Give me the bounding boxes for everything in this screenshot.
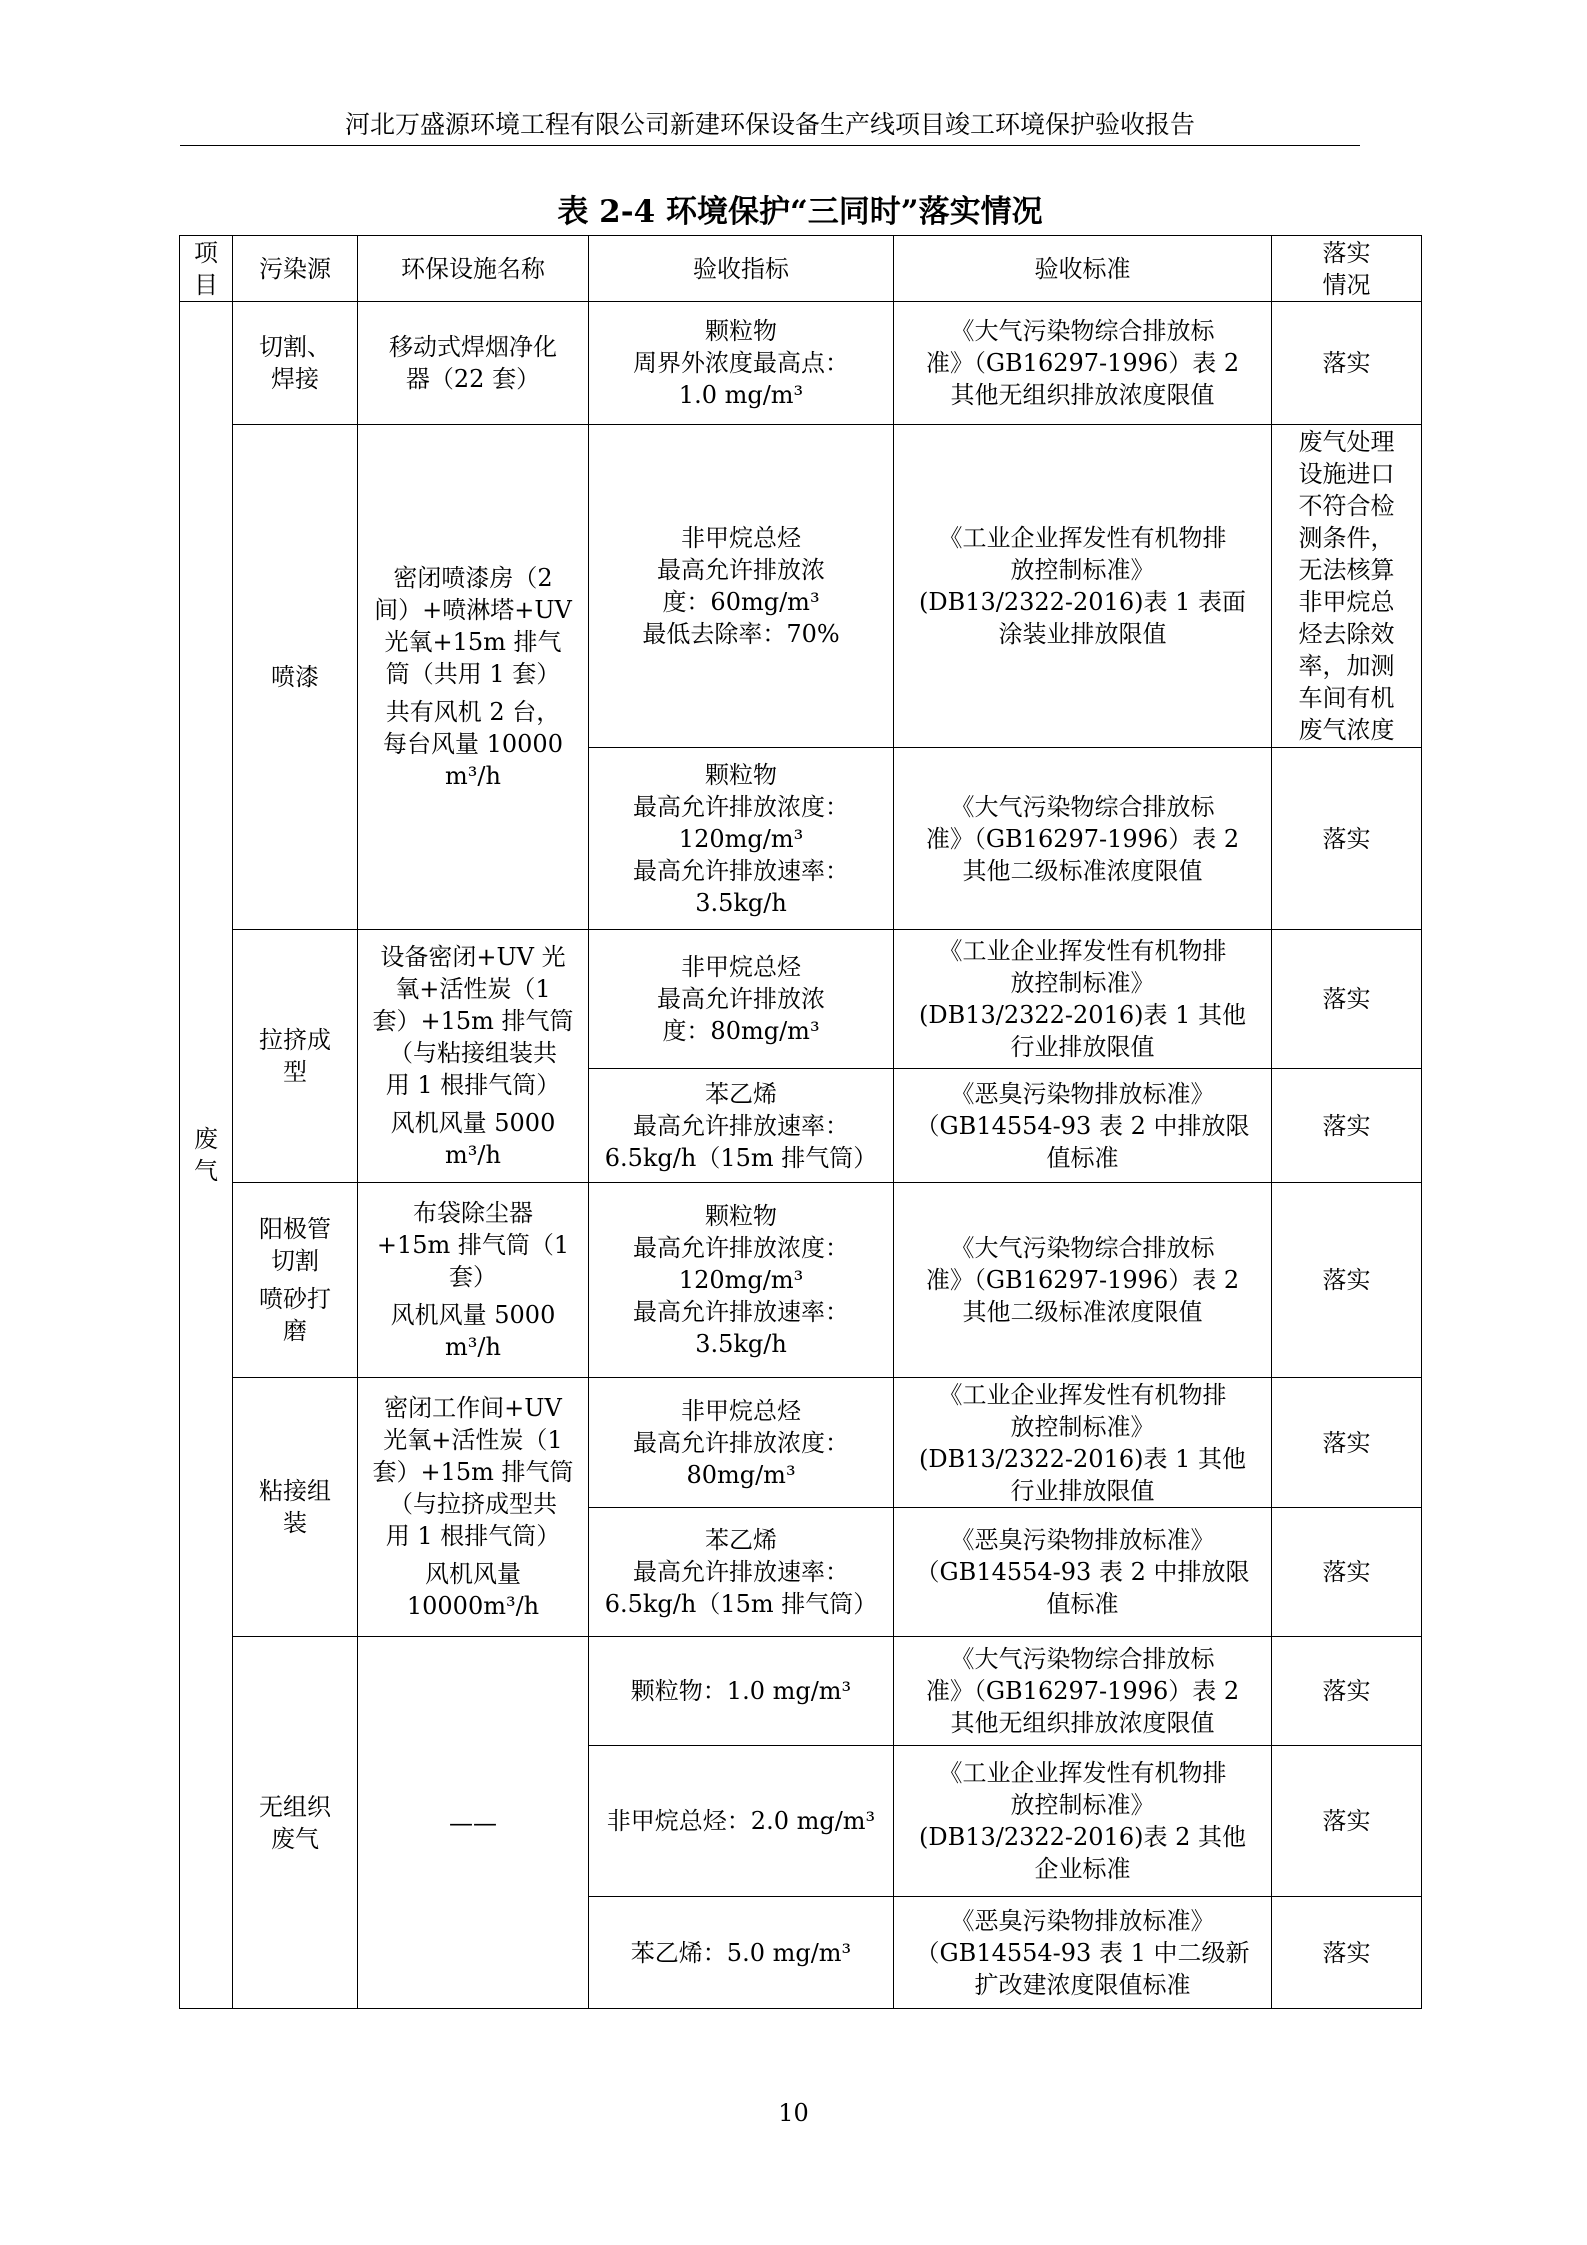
table-row [180,1637,1422,1746]
facility-cell: —— [358,1637,589,2009]
standard-cell: 《大气污染物综合排放标 准》（GB16297-1996）表 2 其他二级标准浓度限值 [894,748,1272,930]
indicator-cell: 苯乙烯：5.0 mg/m³ [589,1897,894,2009]
status-cell: 落实 [1272,1637,1422,1746]
column-header-source: 污染源 [233,236,358,302]
standard-cell: 《大气污染物综合排放标 准》（GB16297-1996）表 2 其他无组织排放浓度限值 [894,1637,1272,1746]
indicator-cell: 颗粒物：1.0 mg/m³ [589,1637,894,1746]
table-row [180,1378,1422,1508]
category-cell: 废 气 [180,302,233,2009]
page-number: 10 [778,2099,809,2127]
column-header-standard: 验收标准 [894,236,1272,302]
status-cell: 落实 [1272,1508,1422,1637]
indicator-cell: 颗粒物 周界外浓度最高点： 1.0 mg/m³ [589,302,894,425]
standard-cell: 《工业企业挥发性有机物排 放控制标准》 (DB13/2322-2016)表 2 其他 企业标准 [894,1746,1272,1897]
status-cell: 落实 [1272,302,1422,425]
standard-cell: 《工业企业挥发性有机物排 放控制标准》 (DB13/2322-2016)表 1 其他 行业排放限值 [894,930,1272,1069]
indicator-cell: 苯乙烯 最高允许排放速率： 6.5kg/h（15m 排气筒） [589,1508,894,1637]
standard-cell: 《恶臭污染物排放标准》 （GB14554-93 表 2 中排放限 值标准 [894,1508,1272,1637]
table-row [180,425,1422,748]
facility-extra-text: 风机风量 5000 m³/h [390,1301,556,1361]
indicator-cell: 非甲烷总烃 最高允许排放浓 度：60mg/m³ 最低去除率：70% [589,425,894,748]
status-cell: 落实 [1272,930,1422,1069]
table-caption: 表 2-4 环境保护“三同时”落实情况 [557,194,1043,230]
indicator-cell: 非甲烷总烃 最高允许排放浓度： 80mg/m³ [589,1378,894,1508]
table-row [180,1183,1422,1378]
status-cell: 落实 [1272,1378,1422,1508]
header-rule [180,145,1360,146]
facility-cell: 密闭工作间+UV 光氧+活性炭（1 套）+15m 排气筒 （与拉挤成型共 用 1 根排气筒） 风机风量 10000m³/h [358,1378,589,1637]
source-cell: 拉挤成 型 [233,930,358,1183]
standard-cell: 《大气污染物综合排放标 准》（GB16297-1996）表 2 其他二级标准浓度限值 [894,1183,1272,1378]
environmental-protection-table [179,235,1422,2009]
indicator-cell: 苯乙烯 最高允许排放速率： 6.5kg/h（15m 排气筒） [589,1069,894,1183]
status-cell: 落实 [1272,1069,1422,1183]
source-cell: 无组织 废气 [233,1637,358,2009]
table-row [180,302,1422,425]
source-cell: 喷漆 [233,425,358,930]
column-header-facility: 环保设施名称 [358,236,589,302]
facility-cell: 密闭喷漆房（2 间）+喷淋塔+UV 光氧+15m 排气 筒（共用 1 套） 共有风机 2 台， 每台风量 10000 m³/h [358,425,589,930]
source-cell: 阳极管 切割 喷砂打 磨 [233,1183,358,1378]
source-cell: 粘接组 装 [233,1378,358,1637]
facility-extra-text: 共有风机 2 台， 每台风量 10000 m³/h [383,698,563,790]
facility-cell: 设备密闭+UV 光 氧+活性炭（1 套）+15m 排气筒 （与粘接组装共 用 1 根排气筒） 风机风量 5000 m³/h [358,930,589,1183]
standard-cell: 《工业企业挥发性有机物排 放控制标准》 (DB13/2322-2016)表 1 表面 涂装业排放限值 [894,425,1272,748]
table-header-row [180,236,1422,302]
document-header: 河北万盛源环境工程有限公司新建环保设备生产线项目竣工环境保护验收报告 [344,110,1195,139]
facility-cell: 布袋除尘器 +15m 排气筒（1 套） 风机风量 5000 m³/h [358,1183,589,1378]
status-cell: 落实 [1272,748,1422,930]
status-cell: 废气处理 设施进口 不符合检 测条件， 无法核算 非甲烷总 烃去除效 率，加测 车间有机 废气浓度 [1272,425,1422,748]
indicator-cell: 非甲烷总烃 最高允许排放浓 度：80mg/m³ [589,930,894,1069]
column-header-indicator: 验收指标 [589,236,894,302]
source-extra-text: 喷砂打 磨 [259,1285,331,1345]
standard-cell: 《恶臭污染物排放标准》 （GB14554-93 表 1 中二级新 扩改建浓度限值标准 [894,1897,1272,2009]
status-cell: 落实 [1272,1746,1422,1897]
standard-cell: 《恶臭污染物排放标准》 （GB14554-93 表 2 中排放限 值标准 [894,1069,1272,1183]
facility-extra-text: 风机风量 5000 m³/h [390,1109,556,1169]
standard-cell: 《大气污染物综合排放标 准》（GB16297-1996）表 2 其他无组织排放浓度限值 [894,302,1272,425]
source-cell: 切割、 焊接 [233,302,358,425]
standard-cell: 《工业企业挥发性有机物排 放控制标准》 (DB13/2322-2016)表 1 其他 行业排放限值 [894,1378,1272,1508]
facility-cell: 移动式焊烟净化 器（22 套） [358,302,589,425]
column-header-category: 项 目 [180,236,233,302]
facility-extra-text: 风机风量 10000m³/h [406,1560,540,1620]
status-cell: 落实 [1272,1897,1422,2009]
column-header-status: 落实 情况 [1272,236,1422,302]
indicator-cell: 非甲烷总烃：2.0 mg/m³ [589,1746,894,1897]
table-row [180,930,1422,1069]
status-cell: 落实 [1272,1183,1422,1378]
indicator-cell: 颗粒物 最高允许排放浓度： 120mg/m³ 最高允许排放速率： 3.5kg/h [589,1183,894,1378]
indicator-cell: 颗粒物 最高允许排放浓度： 120mg/m³ 最高允许排放速率： 3.5kg/h [589,748,894,930]
